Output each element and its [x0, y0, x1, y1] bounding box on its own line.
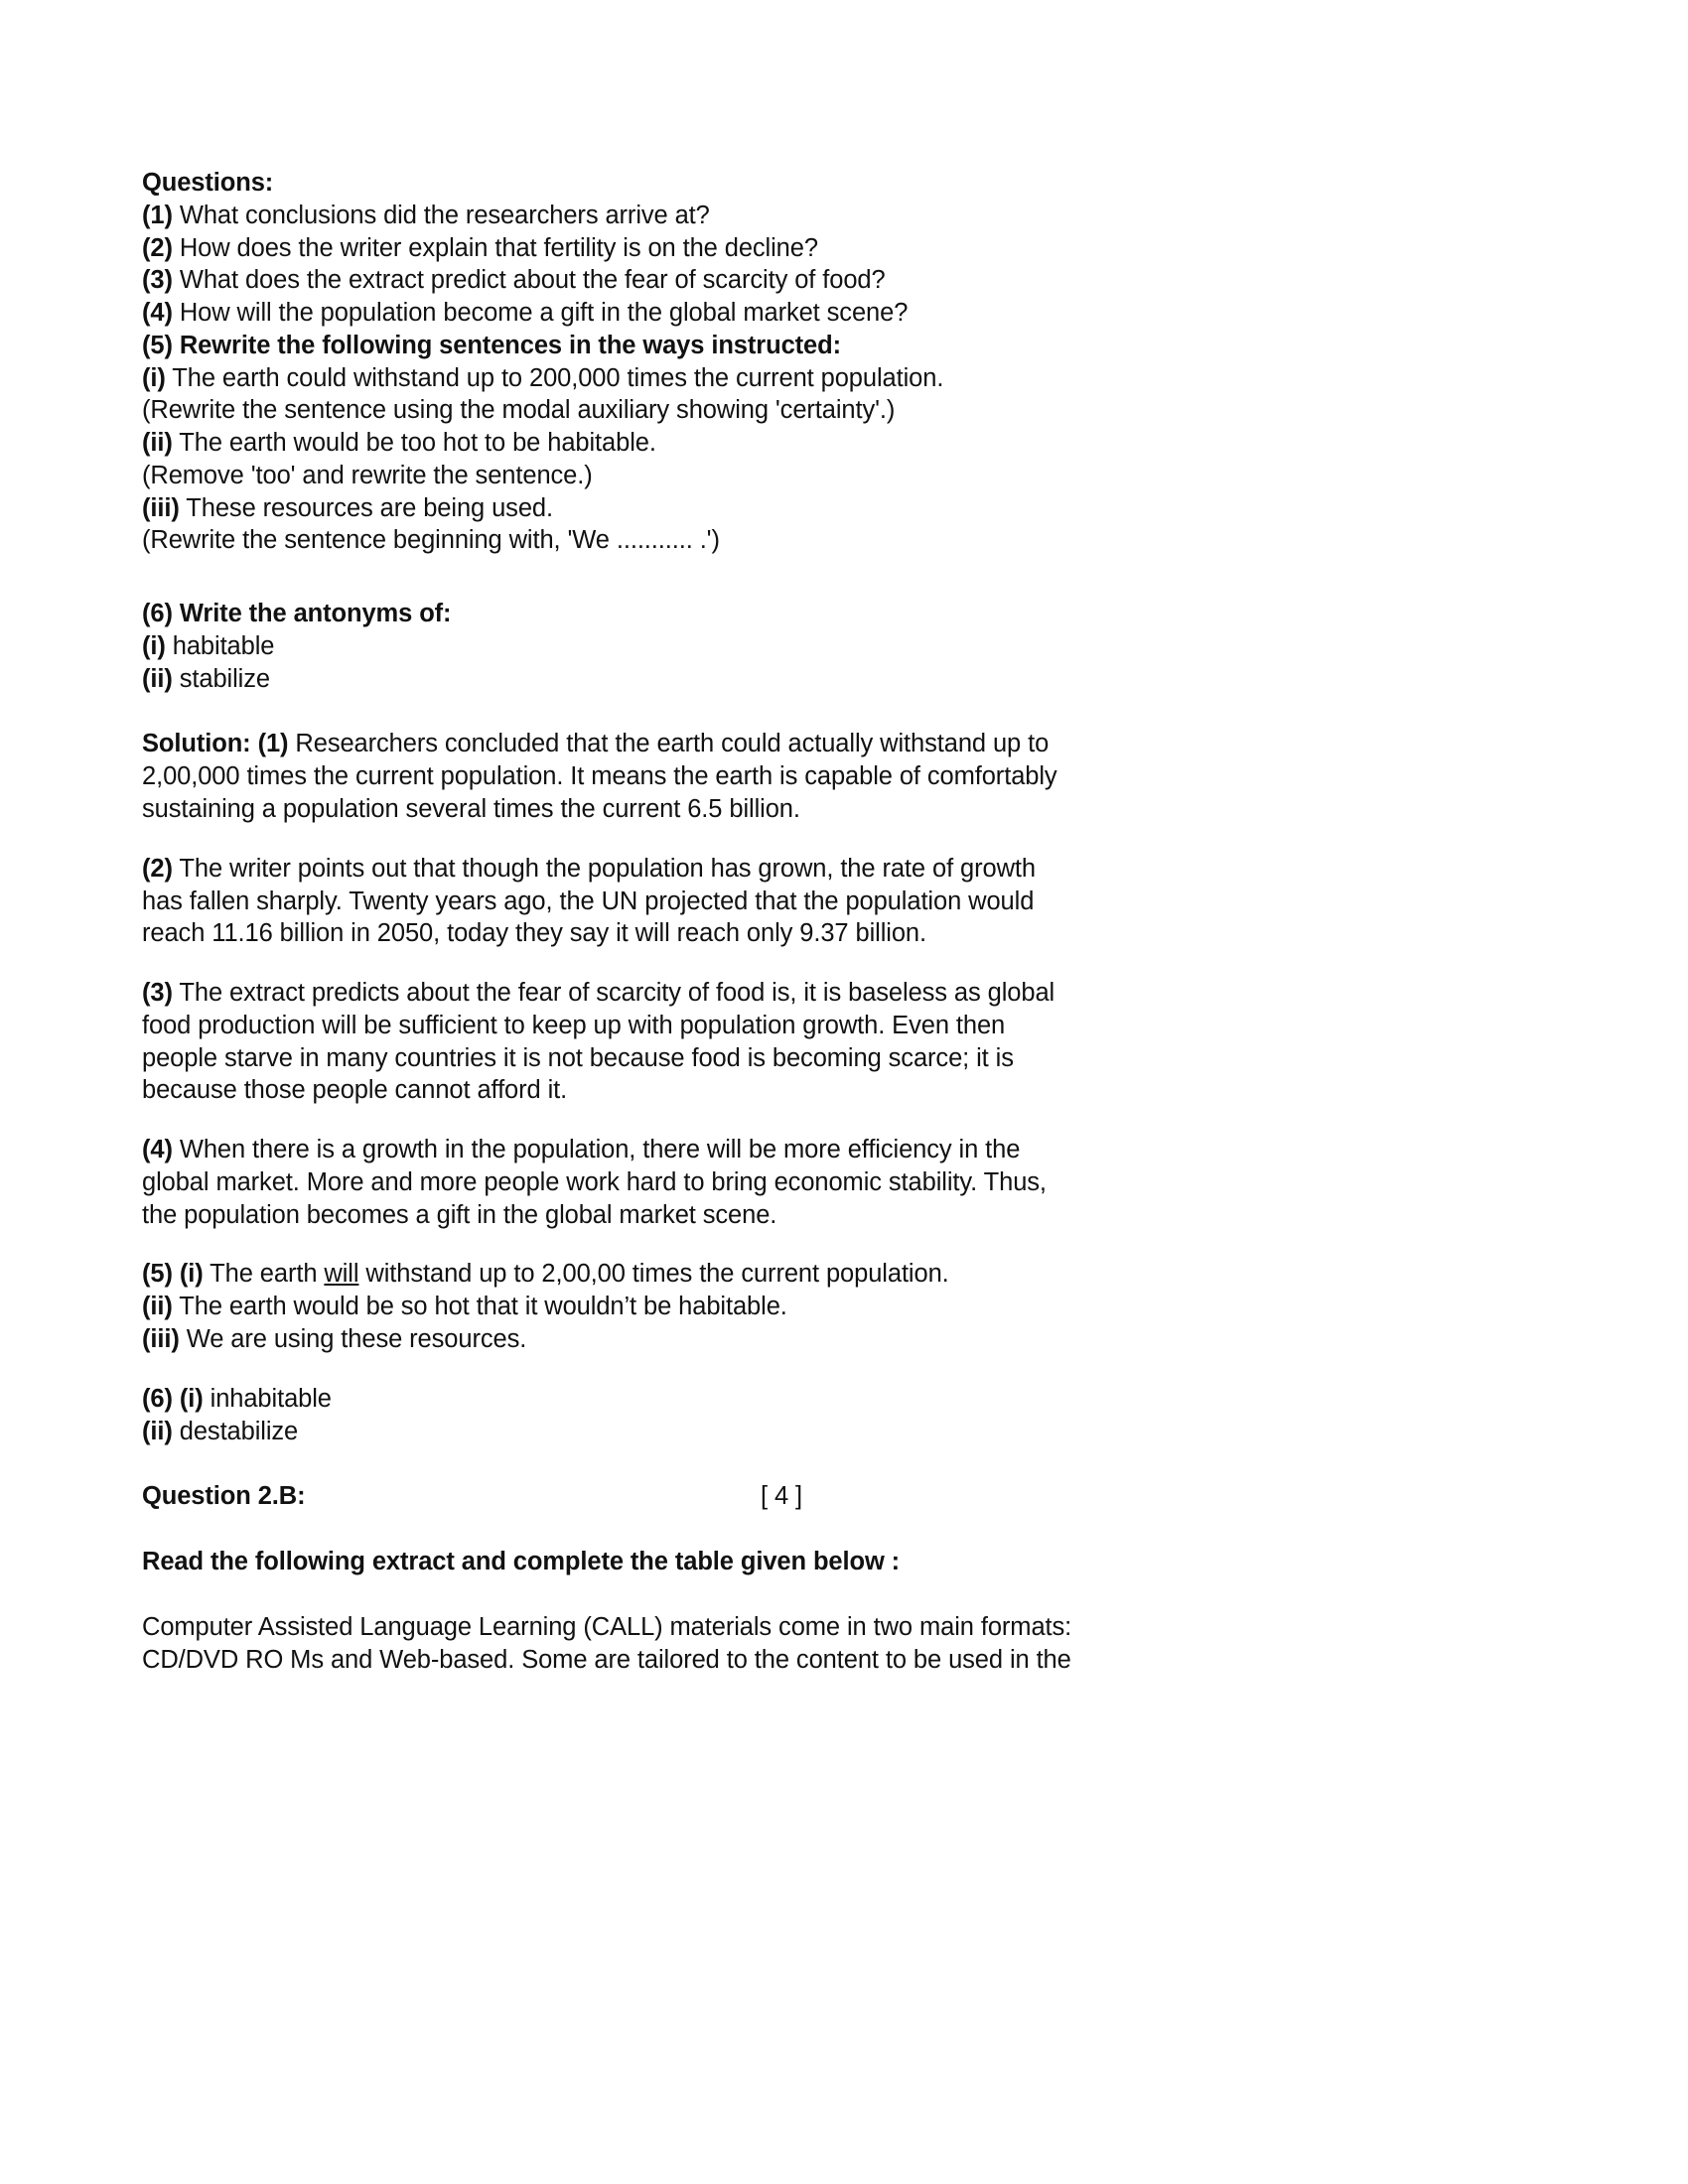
- question-item: [142, 297, 1080, 330]
- answer-number: (1): [250, 730, 289, 758]
- sub-item-number: (ii): [142, 1293, 173, 1321]
- spacer: [142, 1356, 1080, 1383]
- question-number: (4): [142, 299, 173, 328]
- spacer: [142, 1578, 1080, 1611]
- solution-answer-5: [142, 1258, 1080, 1355]
- sub-item-number: (i): [142, 631, 166, 660]
- answer-5-item: [142, 1323, 1080, 1356]
- sub-item-number: (i): [142, 363, 166, 392]
- solution-answer-2: [142, 853, 1080, 950]
- sub-item-number: (ii): [142, 429, 173, 458]
- answer-number: (3): [142, 979, 173, 1008]
- sub-item-text: The earth could withstand up to 200,000 times the current population.: [165, 363, 944, 392]
- question-5-instruction: (Remove 'too' and rewrite the sentence.): [142, 461, 593, 489]
- question-text: What does the extract predict about the fear of scarcity of food?: [172, 266, 886, 295]
- question-6-prompt: [142, 598, 1080, 630]
- question-item: [142, 264, 1080, 297]
- spacer: [142, 950, 1080, 977]
- spacer: [142, 1107, 1080, 1134]
- answer-6-item: [142, 1416, 1080, 1448]
- answer-text-before: The earth: [203, 1260, 325, 1289]
- sub-item-number: (ii): [142, 1417, 173, 1445]
- answer-number: (4): [142, 1136, 173, 1164]
- sub-item-text: The earth would be so hot that it wouldn’t be habitable.: [172, 1293, 787, 1321]
- question-6-item: [142, 663, 1080, 696]
- question-5-item: [142, 492, 1080, 525]
- question-5-instruction: (Rewrite the sentence beginning with, 'We ........... .'): [142, 526, 720, 555]
- document-body: [142, 167, 1080, 1676]
- question-number: (3): [142, 266, 173, 295]
- question-5-item: [142, 362, 1080, 395]
- sub-item-text: The earth would be too hot to be habitable.: [172, 429, 656, 458]
- question-2b-instruction: Read the following extract and complete the table given below :: [142, 1548, 901, 1576]
- question-5-prompt: [142, 330, 1080, 362]
- answer-6-item: [142, 1383, 1080, 1416]
- solution-label: Solution:: [142, 730, 251, 758]
- answer-number: (5): [142, 1260, 173, 1289]
- solution-answer-4: [142, 1134, 1080, 1231]
- answer-number: (2): [142, 854, 173, 883]
- questions-heading: Questions:: [142, 169, 274, 197]
- spacer: [142, 1231, 1080, 1258]
- question-text: How does the writer explain that fertility is on the decline?: [172, 233, 818, 262]
- answer-5-item: [142, 1291, 1080, 1323]
- answer-text: When there is a growth in the population, there will be more efficiency in the global market. More and more people work hard to bring economic stability. Thus, the population becomes a gift in the global market scene.: [142, 1136, 1047, 1229]
- question-5-item: [142, 427, 1080, 460]
- question-number: (6): [142, 600, 173, 628]
- sub-item-number: (iii): [142, 1324, 180, 1353]
- solution-answer-3: [142, 977, 1080, 1107]
- questions-section: [142, 167, 1080, 557]
- question-text: How will the population become a gift in the global market scene?: [172, 299, 909, 328]
- sub-item-text: inhabitable: [203, 1384, 332, 1413]
- answer-text: The extract predicts about the fear of scarcity of food is, it is baseless as global food production will be sufficient to keep up with population growth. Even then people starve in many countries it is not because food is becoming scarce; it is because those people cannot afford it.: [142, 979, 1055, 1105]
- solution-answer-6: [142, 1383, 1080, 1448]
- sub-item-text: We are using these resources.: [179, 1324, 527, 1353]
- question-text: What conclusions did the researchers arrive at?: [172, 201, 710, 229]
- question-prompt-text: Write the antonyms of:: [172, 600, 452, 628]
- sub-item-text: habitable: [165, 631, 275, 660]
- sub-item-text: These resources are being used.: [179, 493, 553, 522]
- spacer: [142, 557, 1080, 598]
- answer-text: Researchers concluded that the earth could actually withstand up to 2,00,000 times the current population. It means the earth is capable of comfortably sustaining a population several times the current 6.5 billion.: [142, 730, 1057, 824]
- answer-number: (6): [142, 1384, 173, 1413]
- question-2b-extract: Computer Assisted Language Learning (CALL) materials come in two main formats: CD/DVD RO Ms and Web-based. Some are tailored to the content to be used in the: [142, 1612, 1072, 1674]
- question-number: (5): [142, 331, 173, 359]
- sub-item-text: destabilize: [172, 1417, 299, 1445]
- answer-5-item: [142, 1258, 1080, 1291]
- answer-text: The writer points out that though the population has grown, the rate of growth has fallen sharply. Twenty years ago, the UN projected that the population would reach 11.16 billion in 2050, today they say it will reach only 9.37 billion.: [142, 854, 1036, 948]
- question-item: [142, 200, 1080, 232]
- question-prompt-text: Rewrite the following sentences in the ways instructed:: [172, 331, 841, 359]
- sub-item-number: (i): [172, 1260, 204, 1289]
- question-6-section: [142, 598, 1080, 695]
- question-5-instruction: (Rewrite the sentence using the modal auxiliary showing 'certainty'.): [142, 396, 896, 425]
- answer-text-after: withstand up to 2,00,00 times the current population.: [358, 1260, 949, 1289]
- question-6-item: [142, 630, 1080, 663]
- question-number: (2): [142, 233, 173, 262]
- underlined-word: will: [324, 1260, 359, 1289]
- spacer: [142, 1447, 1080, 1480]
- solution-answer-1: [142, 728, 1080, 825]
- spacer: [142, 826, 1080, 853]
- question-2b-marks: [ 4 ]: [760, 1482, 802, 1511]
- question-number: (1): [142, 201, 173, 229]
- sub-item-number: (iii): [142, 493, 180, 522]
- spacer: [142, 695, 1080, 728]
- question-item: [142, 232, 1080, 265]
- sub-item-text: stabilize: [172, 664, 270, 693]
- spacer: [142, 1513, 1080, 1546]
- sub-item-number: (ii): [142, 664, 173, 693]
- sub-item-number: (i): [172, 1384, 204, 1413]
- question-2b-title: Question 2.B:: [142, 1482, 306, 1511]
- question-2b-header: [142, 1480, 802, 1513]
